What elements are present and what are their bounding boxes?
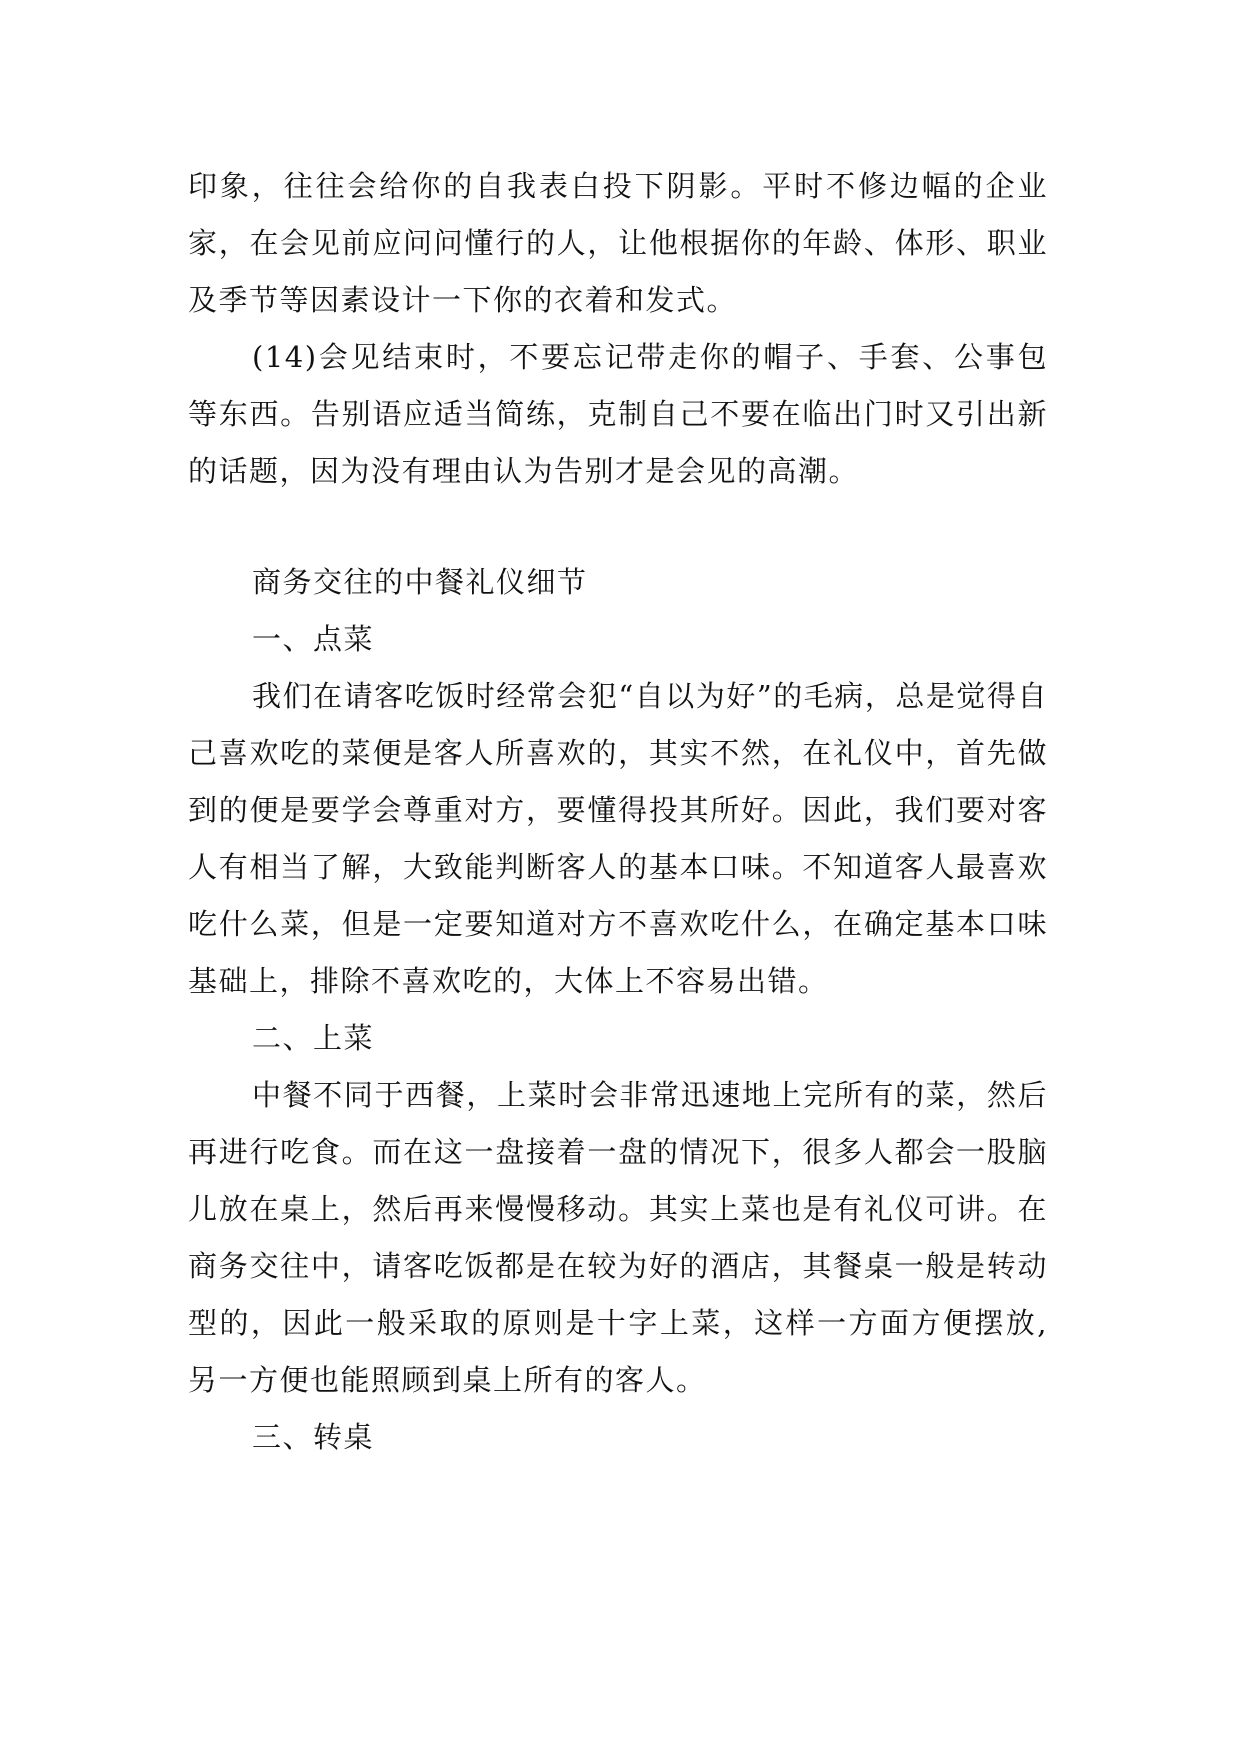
section-body-ordering: 我们在请客吃饭时经常会犯“自以为好”的毛病，总是觉得自己喜欢吃的菜便是客人所喜欢的，其实不然，在礼仪中，首先做到的便是要学会尊重对方，要懂得投其所好。因此，我们要对客人有相当了解，大致能判断客人的基本口味。不知道客人最喜欢吃什么菜，但是一定要知道对方不喜欢吃什么，在确定基本口味基础上，排除不喜欢吃的，大体上不容易出错。 <box>188 679 1048 998</box>
paragraph-item-14: (14)会见结束时，不要忘记带走你的帽子、手套、公事包等东西。告别语应适当简练，克制自己不要在临出门时又引出新的话题，因为没有理由认为告别才是会见的高潮。 <box>188 340 1048 488</box>
section-heading-turntable: 三、转桌 <box>252 1420 375 1454</box>
section-body-serving: 中餐不同于西餐，上菜时会非常迅速地上完所有的菜，然后再进行吃食。而在这一盘接着一盘的情况下，很多人都会一股脑儿放在桌上，然后再来慢慢移动。其实上菜也是有礼仪可讲。在商务交往中，请客吃饭都是在较为好的酒店，其餐桌一般是转动型的，因此一般采取的原则是十字上菜，这样一方面方便摆放,另一方便也能照顾到桌上所有的客人。 <box>188 1078 1048 1397</box>
section-gap <box>188 500 1048 554</box>
continuation-paragraph: 印象，往往会给你的自我表白投下阴影。平时不修边幅的企业家，在会见前应问问懂行的人，让他根据你的年龄、体形、职业及季节等因素设计一下你的衣着和发式。 <box>188 169 1048 317</box>
document-body <box>188 158 1048 1466</box>
section-heading-ordering: 一、点菜 <box>252 622 375 656</box>
section-heading-serving: 二、上菜 <box>252 1021 375 1055</box>
article-title: 商务交往的中餐礼仪细节 <box>252 565 588 599</box>
